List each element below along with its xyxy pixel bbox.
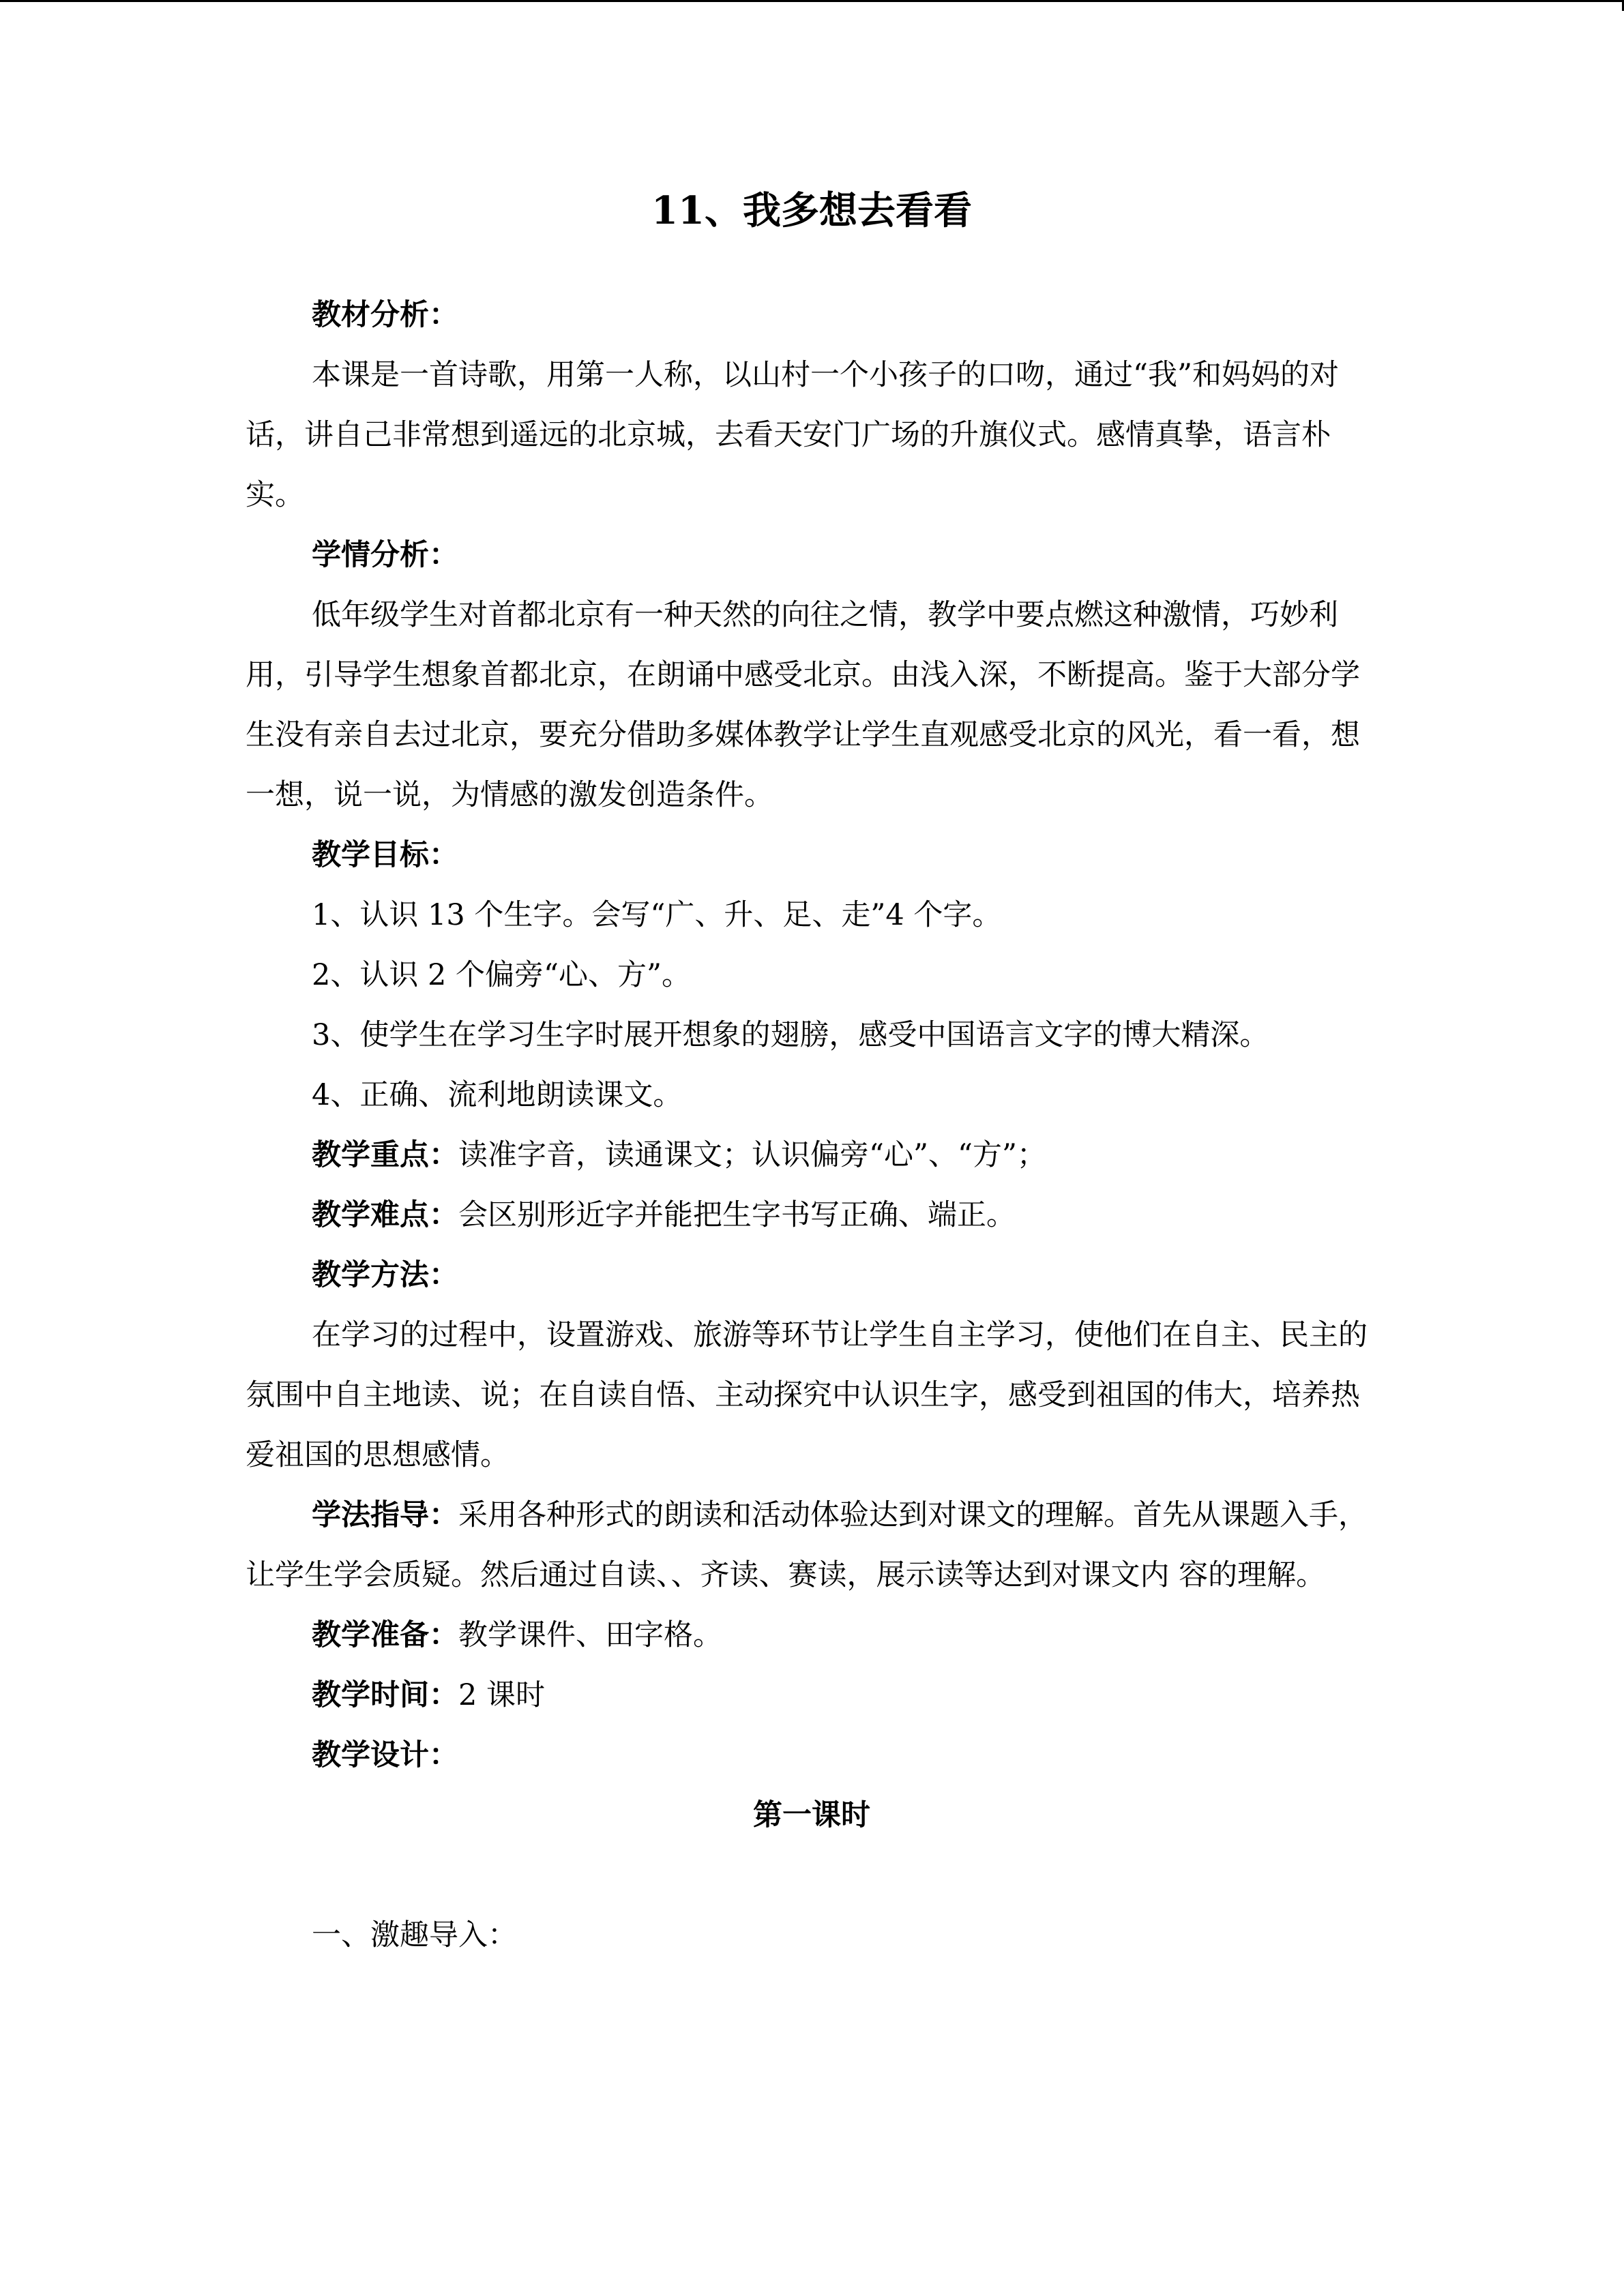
material-heading: 教材分析： [312, 298, 458, 333]
page-title: 11、我多想去看看 [651, 188, 972, 233]
key-points [246, 1125, 1378, 1185]
key-points-label: 教学重点： [312, 1138, 458, 1173]
method-heading: 教学方法： [312, 1258, 458, 1293]
lesson-title: 第一课时 [753, 1798, 870, 1833]
design-heading: 教学设计： [312, 1738, 458, 1773]
teaching-time-label: 教学时间： [312, 1678, 458, 1713]
study-guide-text: 采用各种形式的朗读和活动体验达到对课文的理解。首先从课题入手，让学生学会质疑。然后通过自读、、齐读、赛读，展示读等达到对课文内 容的理解。 [246, 1498, 1368, 1593]
study-guide [246, 1485, 1378, 1605]
preparation-text: 教学课件、田字格。 [458, 1618, 722, 1653]
blank-line [246, 1845, 1378, 1905]
difficult-points-text: 会区别形近字并能把生字书写正确、端正。 [458, 1198, 1016, 1233]
difficult-points-label: 教学难点： [312, 1198, 458, 1233]
goal-item: 3、使学生在学习生字时展开想象的翅膀，感受中国语言文字的博大精深。 [312, 1018, 1269, 1053]
goal-item: 1、认识 13 个生字。会写“广、升、足、走”4 个字。 [312, 898, 1002, 933]
method-paragraph: 在学习的过程中，设置游戏、旅游等环节让学生自主学习，使他们在自主、民主的氛围中自主地读、说；在自读自悟、主动探究中认识生字，感受到祖国的伟大，培养热爱祖国的思想感情。 [246, 1318, 1368, 1473]
student-heading: 学情分析： [312, 538, 458, 573]
goal-item: 2、认识 2 个偏旁“心、方”。 [312, 958, 692, 993]
preparation [246, 1605, 1378, 1665]
goal-item: 4、正确、流利地朗读课文。 [312, 1078, 683, 1113]
document-page [246, 184, 1378, 1965]
goals-heading: 教学目标： [312, 838, 458, 873]
teaching-time-text: 2 课时 [458, 1678, 546, 1713]
material-paragraph: 本课是一首诗歌，用第一人称，以山村一个小孩子的口吻，通过“我”和妈妈的对话，讲自己非常想到遥远的北京城，去看天安门广场的升旗仪式。感情真挚，语言朴实。 [246, 358, 1339, 513]
preparation-label: 教学准备： [312, 1618, 458, 1653]
difficult-points [246, 1185, 1378, 1245]
step-one-heading: 一、激趣导入： [312, 1918, 517, 1953]
top-border-line [0, 0, 1624, 2]
teaching-time [246, 1665, 1378, 1725]
student-paragraph: 低年级学生对首都北京有一种天然的向往之情，教学中要点燃这种激情，巧妙利用，引导学生想象首都北京，在朗诵中感受北京。由浅入深，不断提高。鉴于大部分学生没有亲自去过北京，要充分借助多媒体教学让学生直观感受北京的风光，看一看，想一想，说一说，为情感的激发创造条件。 [246, 598, 1360, 813]
study-guide-label: 学法指导： [312, 1498, 458, 1533]
key-points-text: 读准字音，读通课文；认识偏旁“心”、“方”； [458, 1138, 1046, 1173]
